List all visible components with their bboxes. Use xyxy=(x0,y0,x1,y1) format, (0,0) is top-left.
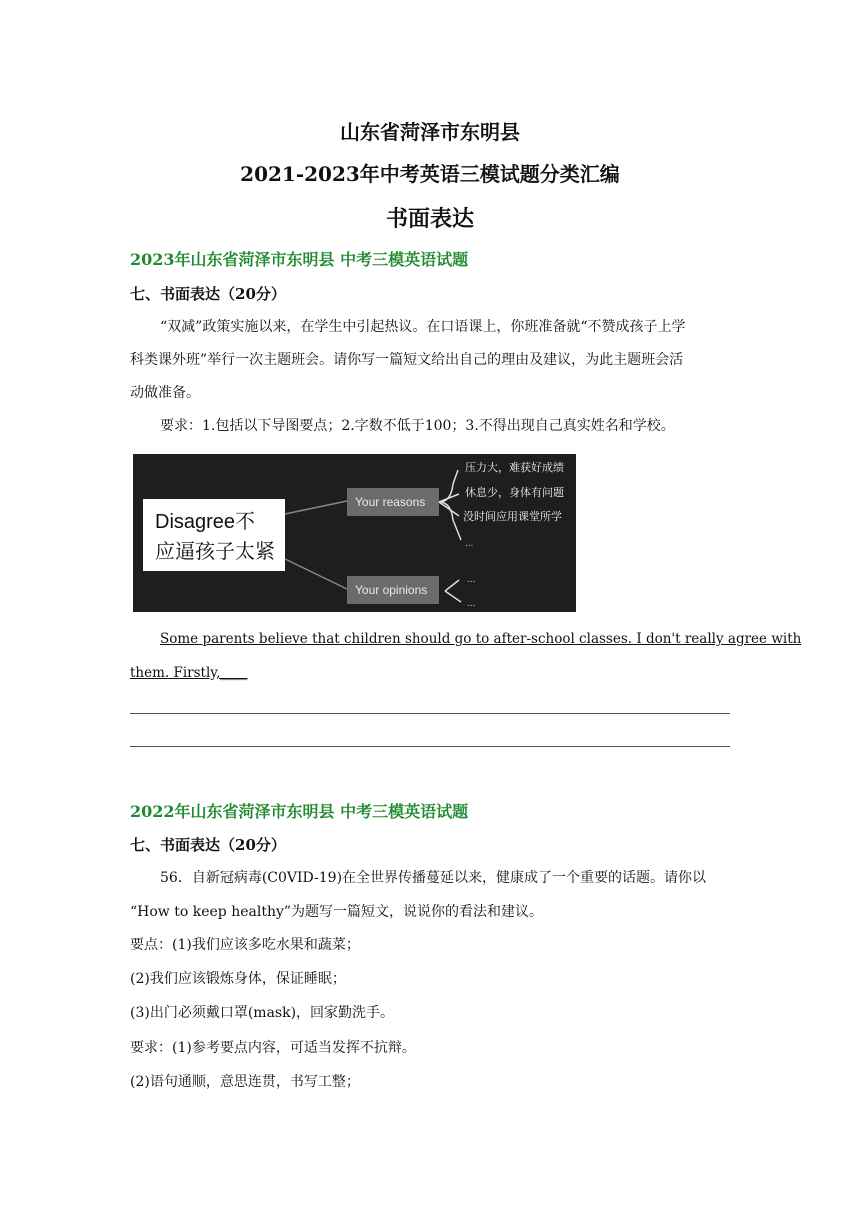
mindmap-reason-4: ... xyxy=(465,538,474,549)
answer-blank-line-2 xyxy=(130,746,730,747)
mindmap-opinion-2: ... xyxy=(467,598,476,609)
prompt-2022-line-1: 56．自新冠病毒(C0VID-19)在全世界传播蔓延以来，健康成了一个重要的话题。请你以 xyxy=(160,870,707,886)
point-line-2: (2)我们应该锻炼身体，保证睡眠； xyxy=(130,971,346,987)
answer-blank-line-1 xyxy=(130,713,730,714)
starter-line-2: them. Firstly,____ xyxy=(130,665,248,681)
mindmap-opinion-1: ... xyxy=(467,574,476,585)
mindmap-center-line2: 应逼孩子太紧 xyxy=(155,541,275,563)
point-line-4: 要求：(1)参考要点内容，可适当发挥不抗辩。 xyxy=(130,1040,416,1056)
section-2023-heading: 七、书面表达（20分） xyxy=(130,285,286,303)
doc-title-main: 2021-2023年中考英语三模试题分类汇编 xyxy=(240,162,620,186)
requirements-line: 要求：1.包括以下导图要点；2.字数不低于100；3.不得出现自己真实姓名和学校。 xyxy=(160,418,675,434)
point-line-1: 要点：(1)我们应该多吃水果和蔬菜； xyxy=(130,937,360,953)
point-line-5: (2)语句通顺，意思连贯，书写工整； xyxy=(130,1074,360,1090)
mindmap-reason-2: 休息少，身体有问题 xyxy=(465,487,564,499)
mindmap-opinions-label: Your opinions xyxy=(355,583,428,597)
section-2022-heading: 七、书面表达（20分） xyxy=(130,836,286,854)
prompt-line-2: 科类课外班”举行一次主题班会。请你写一篇短文给出自己的理由及建议，为此主题班会活 xyxy=(130,352,684,368)
mindmap-reasons-label: Your reasons xyxy=(355,495,426,509)
mindmap-image xyxy=(133,454,576,612)
mindmap-reason-3: 没时间应用课堂所学 xyxy=(463,511,562,523)
starter-line-1: Some parents believe that children should go to after-school classes. I don't really agree with xyxy=(160,631,802,647)
mindmap-center-line1: Disagree不 xyxy=(155,511,256,533)
prompt-line-1: “双减”政策实施以来，在学生中引起热议。在口语课上，你班准备就“不赞成孩子上学 xyxy=(160,319,686,335)
doc-title-topic: 书面表达 xyxy=(385,206,474,232)
point-line-3: (3)出门必须戴口罩(mask)，回家勤洗手。 xyxy=(130,1005,395,1021)
section-2023-title: 2023年山东省菏泽市东明县 中考三模英语试题 xyxy=(130,250,469,269)
prompt-2022-line-2: “How to keep healthy”为题写一篇短文，说说你的看法和建议。 xyxy=(130,904,544,920)
prompt-line-3: 动做准备。 xyxy=(130,385,200,401)
section-2022-title: 2022年山东省菏泽市东明县 中考三模英语试题 xyxy=(130,802,469,821)
mindmap-reason-1: 压力大，难获好成绩 xyxy=(465,462,564,474)
doc-title-region: 山东省菏泽市东明县 xyxy=(340,120,520,144)
